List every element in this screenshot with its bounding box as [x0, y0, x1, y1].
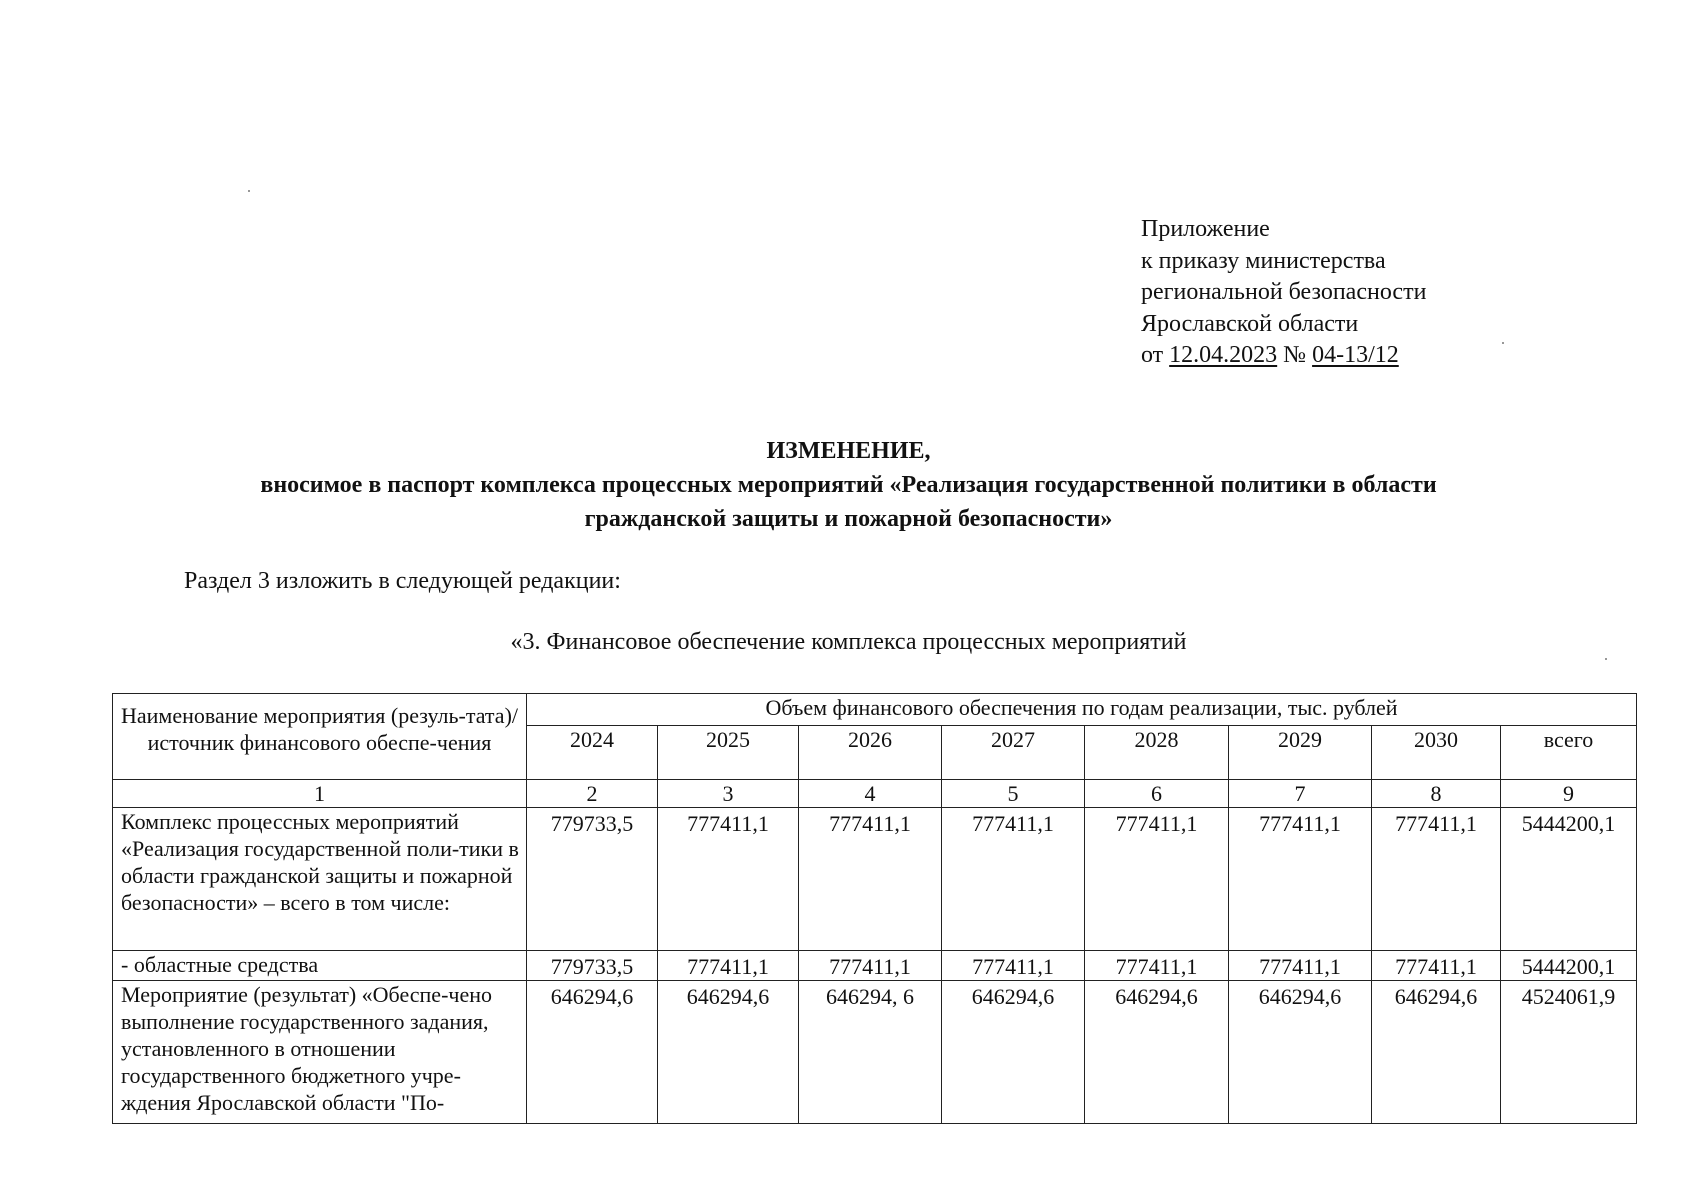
scan-speck	[1605, 658, 1607, 660]
header-year-2028: 2028	[1085, 726, 1229, 780]
table-row	[113, 951, 1637, 981]
value-cell: 777411,1	[942, 808, 1085, 951]
value-cell: 4524061,9	[1501, 981, 1637, 1124]
appendix-date-line	[1141, 340, 1426, 372]
numbering-cell: 1	[113, 780, 527, 808]
value-cell: 777411,1	[1372, 808, 1501, 951]
header-year-2025: 2025	[658, 726, 799, 780]
value-cell: 777411,1	[1085, 808, 1229, 951]
numbering-cell: 6	[1085, 780, 1229, 808]
header-group-cell: Объем финансового обеспечения по годам реализации, тыс. рублей	[527, 694, 1637, 726]
value-cell: 777411,1	[1372, 951, 1501, 981]
appendix-line-4: Ярославской области	[1141, 310, 1359, 337]
value-cell: 777411,1	[942, 951, 1085, 981]
value-cell: 646294,6	[1229, 981, 1372, 1124]
document-subtitle-line-2: гражданской защиты и пожарной безопасности»	[584, 506, 1113, 532]
value-cell: 779733,5	[527, 808, 658, 951]
row-name-cell: Комплекс процессных мероприятий «Реализация государственной поли-тики в области гражданской защиты и пожарной безопасности» – всего в том числе:	[113, 808, 527, 951]
value-cell: 777411,1	[658, 808, 799, 951]
value-cell: 5444200,1	[1501, 951, 1637, 981]
numbering-cell: 4	[799, 780, 942, 808]
intro-text: Раздел 3 изложить в следующей редакции:	[184, 568, 621, 594]
section-title: «3. Финансовое обеспечение комплекса процессных мероприятий	[510, 629, 1187, 655]
value-cell: 646294,6	[1372, 981, 1501, 1124]
numbering-cell: 2	[527, 780, 658, 808]
appendix-number-sign: №	[1283, 342, 1307, 368]
header-year-2030: 2030	[1372, 726, 1501, 780]
appendix-line-2: к приказу министерства	[1141, 247, 1386, 274]
value-cell: 777411,1	[799, 951, 942, 981]
numbering-cell: 7	[1229, 780, 1372, 808]
numbering-cell: 5	[942, 780, 1085, 808]
header-year-2024: 2024	[527, 726, 658, 780]
value-cell: 779733,5	[527, 951, 658, 981]
header-name-cell: Наименование мероприятия (резуль-тата)/ источник финансового обеспе-чения	[113, 694, 527, 780]
appendix-line-1: Приложение	[1141, 216, 1270, 242]
value-cell: 777411,1	[1085, 951, 1229, 981]
table-header-row-1	[113, 694, 1637, 726]
value-cell: 646294,6	[658, 981, 799, 1124]
value-cell: 777411,1	[1229, 951, 1372, 981]
document-heading: ИЗМЕНЕНИЕ,	[766, 438, 931, 464]
appendix-number: 04-13/12	[1312, 342, 1399, 368]
header-total: всего	[1501, 726, 1637, 780]
value-cell: 777411,1	[799, 808, 942, 951]
scan-speck	[1502, 342, 1504, 344]
document-subtitle-line-1: вносимое в паспорт комплекса процессных мероприятий «Реализация государственной политики в области	[260, 472, 1437, 498]
value-cell: 777411,1	[1229, 808, 1372, 951]
scan-speck	[248, 190, 250, 192]
appendix-line-3: региональной безопасности	[1141, 279, 1427, 305]
appendix-date-prefix: от	[1141, 342, 1164, 368]
header-year-2029: 2029	[1229, 726, 1372, 780]
value-cell: 777411,1	[658, 951, 799, 981]
value-cell: 646294,6	[1085, 981, 1229, 1124]
value-cell: 5444200,1	[1501, 808, 1637, 951]
row-name-cell: - областные средства	[113, 951, 527, 981]
numbering-cell: 9	[1501, 780, 1637, 808]
table-row	[113, 808, 1637, 951]
numbering-cell: 3	[658, 780, 799, 808]
value-cell: 646294, 6	[799, 981, 942, 1124]
table-row	[113, 981, 1637, 1124]
financing-table	[112, 693, 1637, 1124]
value-cell: 646294,6	[942, 981, 1085, 1124]
table-numbering-row	[113, 780, 1637, 808]
appendix-date: 12.04.2023	[1169, 342, 1278, 368]
header-year-2026: 2026	[799, 726, 942, 780]
row-name-cell: Мероприятие (результат) «Обеспе-чено выполнение государственного задания, установленного в отношении государственного бюджетного учре-ждения Ярославской области "По-	[113, 981, 527, 1124]
value-cell: 646294,6	[527, 981, 658, 1124]
header-year-2027: 2027	[942, 726, 1085, 780]
appendix-block	[1141, 214, 1426, 372]
numbering-cell: 8	[1372, 780, 1501, 808]
